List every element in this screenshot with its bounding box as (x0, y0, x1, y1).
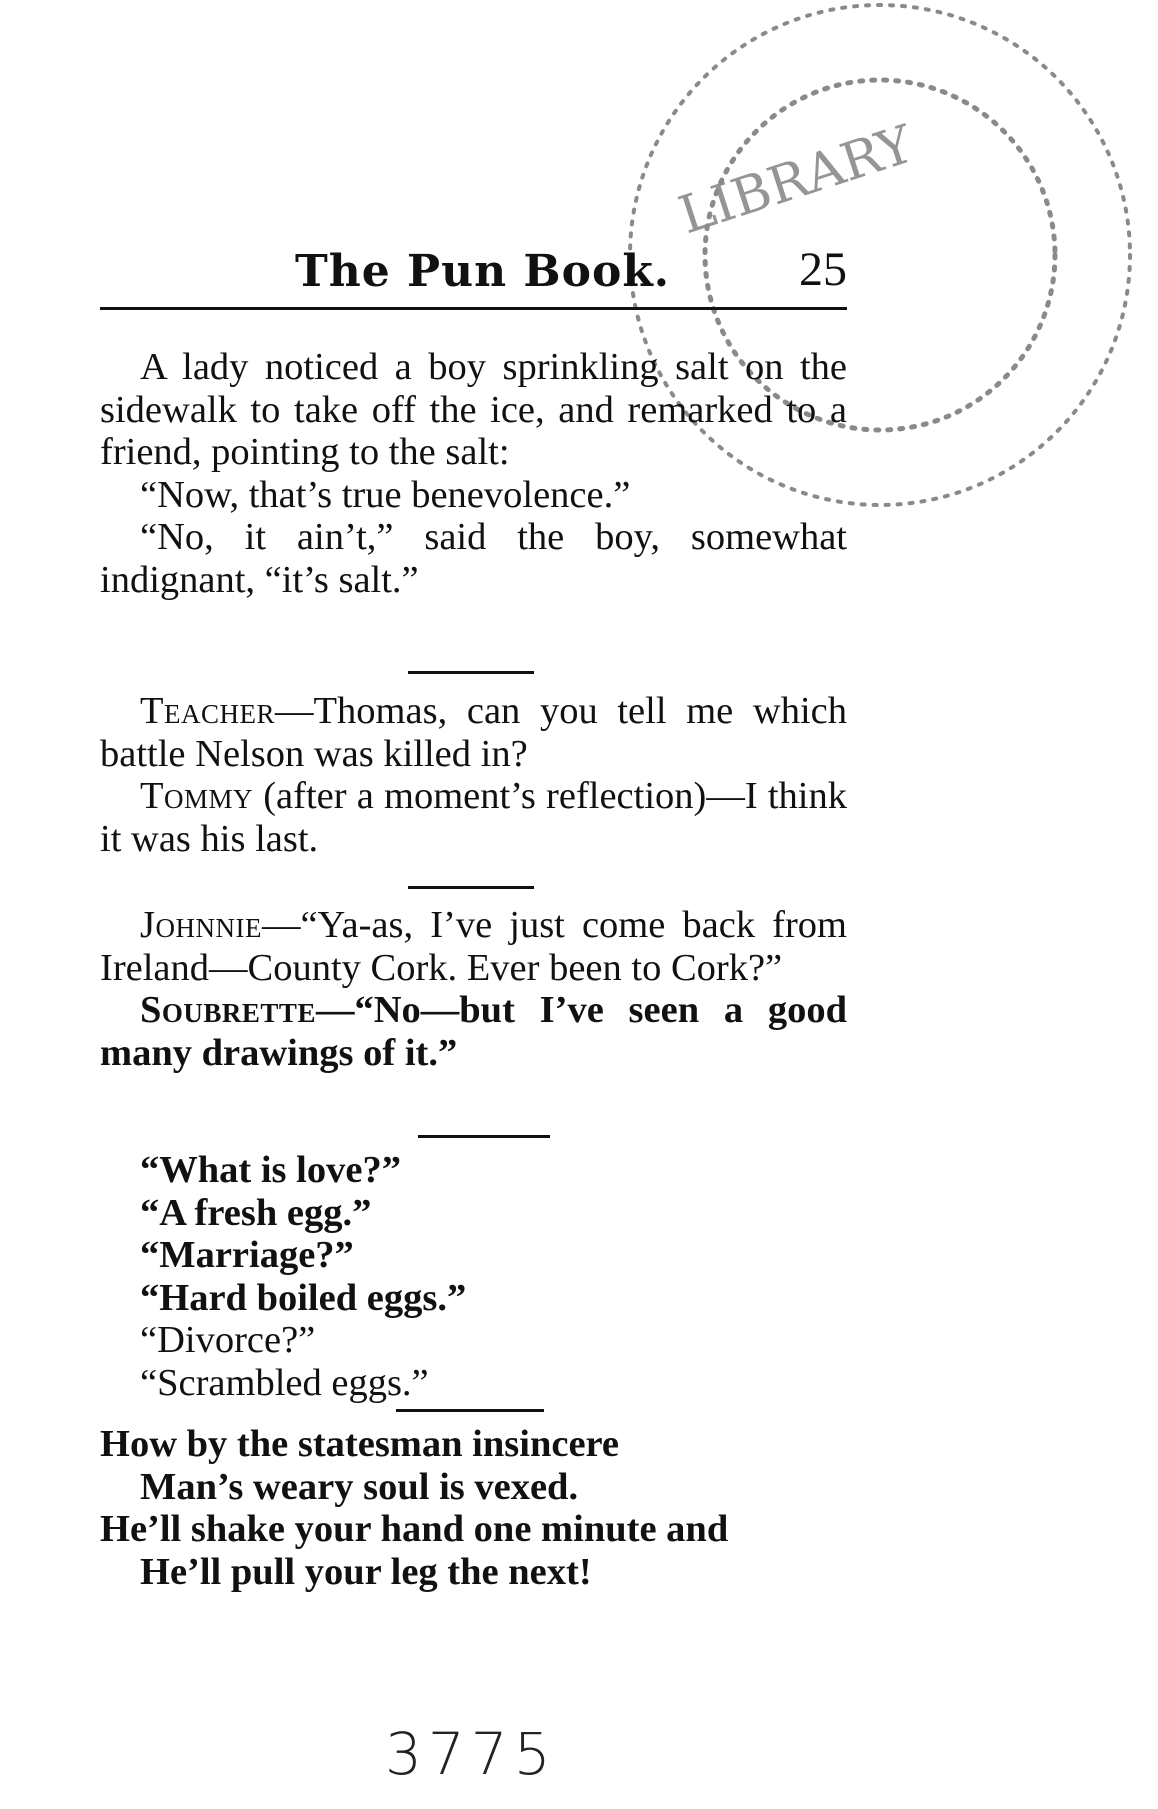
poem-line: How by the statesman insincere (100, 1423, 620, 1465)
header-rule (100, 307, 847, 310)
separator-rule (418, 1135, 550, 1138)
speaker-soubrette: Soubrette (140, 989, 316, 1031)
page-header (100, 238, 847, 310)
joke-eggs-line: “What is love?” (140, 1149, 401, 1191)
joke-nelson-question: —Thomas, can you tell me which battle Nelson was killed in? (100, 690, 847, 775)
joke-eggs-line: “Hard boiled eggs.” (140, 1276, 467, 1319)
joke-eggs-line: “Scrambled eggs.” (140, 1361, 429, 1404)
speaker-teacher: Teacher (140, 690, 276, 732)
joke-eggs-line: “A fresh egg.” (140, 1191, 372, 1234)
poem-line: He’ll pull your leg the next! (140, 1550, 592, 1593)
joke-salt-line: A lady noticed a boy sprinkling salt on the sidewalk to take off the ice, and remarked to a friend, pointing to the salt: (100, 346, 847, 473)
page-number: 25 (799, 243, 847, 296)
joke-eggs (100, 1149, 847, 1404)
joke-cork-question: —“Ya-as, I’ve just come back from Ireland—County Cork. Ever been to Cork?” (100, 904, 847, 989)
joke-salt-line: “No, it ain’t,” said the boy, somewhat indignant, “it’s salt.” (100, 516, 847, 601)
handwritten-number: 3775 (385, 1720, 557, 1788)
poem-line: He’ll shake your hand one minute and (100, 1508, 729, 1550)
speaker-johnnie: Johnnie (140, 904, 262, 946)
joke-eggs-line: “Marriage?” (140, 1234, 354, 1276)
joke-nelson-answer: (after a moment’s reflection)—I think it was his last. (100, 775, 847, 860)
joke-nelson (100, 690, 847, 860)
stamp-text: LIBRARY (671, 114, 921, 247)
joke-salt (100, 346, 847, 601)
separator-rule (408, 671, 534, 674)
book-title: The Pun Book. (295, 246, 671, 297)
joke-statesman (100, 1423, 847, 1593)
joke-salt-line: “Now, that’s true benevolence.” (140, 473, 631, 516)
poem-line: Man’s weary soul is vexed. (140, 1465, 579, 1508)
joke-eggs-line: “Divorce?” (140, 1319, 316, 1361)
speaker-tommy: Tommy (140, 775, 254, 817)
joke-cork (100, 904, 847, 1074)
separator-rule (396, 1409, 544, 1412)
separator-rule (408, 886, 534, 889)
joke-cork-answer: —“No—but I’ve seen a good many drawings of it.” (100, 989, 847, 1074)
